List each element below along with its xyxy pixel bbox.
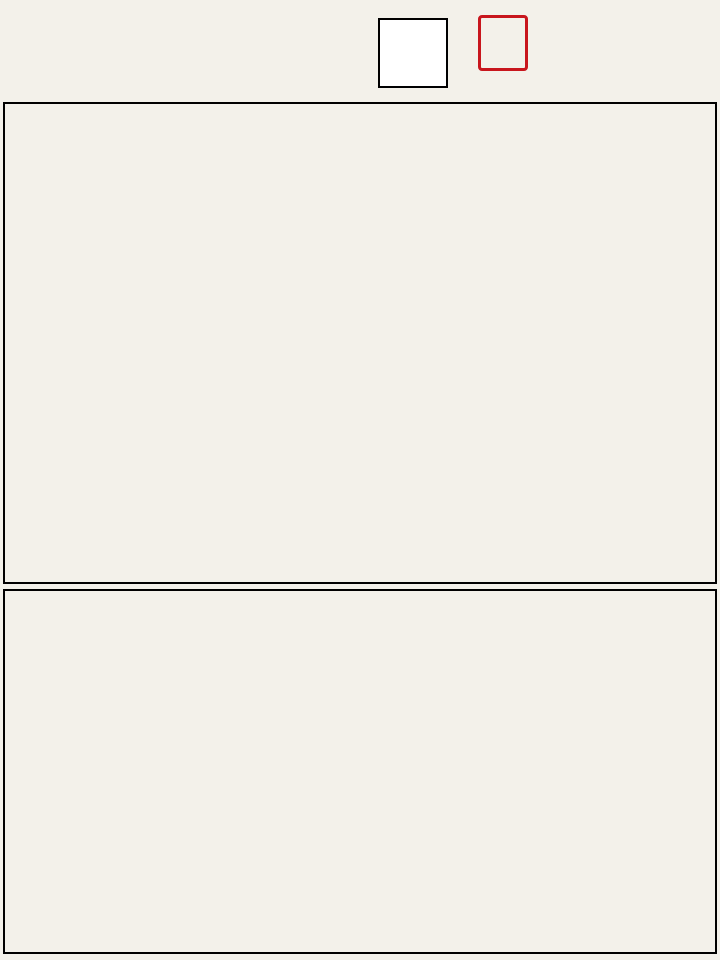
qr-code[interactable] [378,18,448,88]
seal-stamp [478,15,528,71]
chart-grid [3,102,717,584]
annual-luck-grid [3,589,717,954]
header [0,0,720,102]
